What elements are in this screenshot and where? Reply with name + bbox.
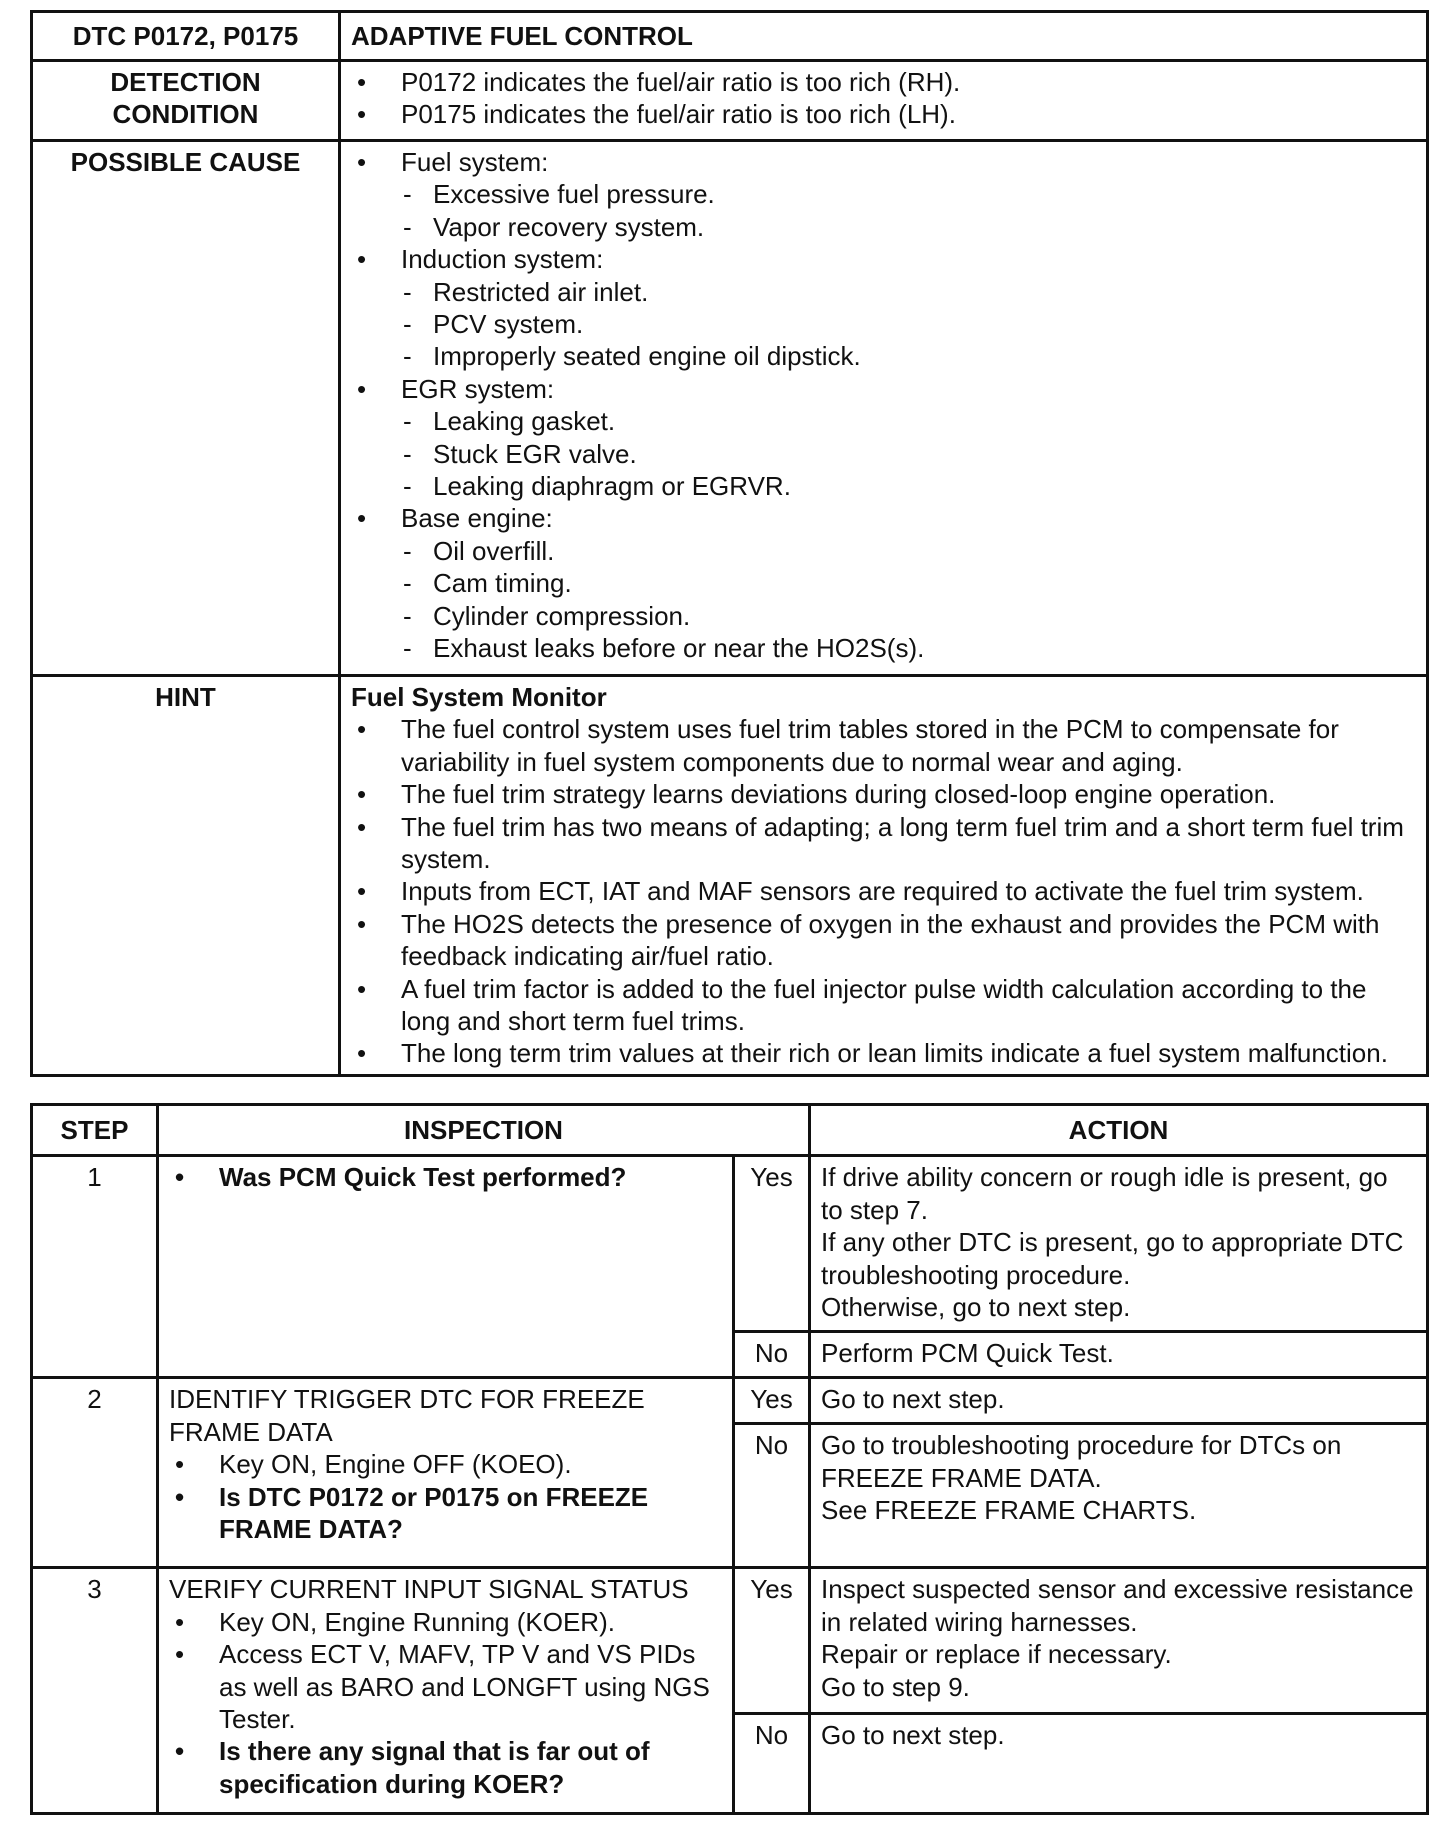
detection-label	[32, 61, 340, 141]
no-action: Go to next step.	[810, 1714, 1428, 1814]
cause-group-title: Base engine:	[401, 503, 553, 534]
detection-row	[32, 61, 1428, 141]
header-row	[32, 12, 1428, 61]
list-item: - Leaking gasket.	[401, 405, 1416, 437]
list-item: • A fuel trim factor is added to the fuel injector pulse width calculation according to the long and short term fuel trims.	[351, 973, 1416, 1038]
list-item: - Cam timing.	[401, 567, 1416, 599]
yes-label: Yes	[734, 1568, 810, 1714]
action-line: Repair or replace if necessary.	[821, 1639, 1172, 1670]
step-inspection	[158, 1378, 734, 1568]
cause-group-title: EGR system:	[401, 373, 555, 404]
no-label: No	[734, 1332, 810, 1378]
action-line: See FREEZE FRAME CHARTS.	[821, 1495, 1197, 1526]
list-item: • The long term trim values at their rich or lean limits indicate a fuel system malfunction.	[351, 1037, 1416, 1069]
cause-group	[351, 502, 1416, 664]
no-action: Perform PCM Quick Test.	[810, 1332, 1428, 1378]
list-item: • The HO2S detects the presence of oxygen in the exhaust and provides the PCM with feedback indicating air/fuel ratio.	[351, 908, 1416, 973]
list-item: - Oil overfill.	[401, 535, 1416, 567]
hint-content	[340, 676, 1428, 1076]
detection-label-line1: DETECTION	[110, 67, 261, 97]
list-item: • P0175 indicates the fuel/air ratio is too rich (LH).	[351, 98, 1416, 130]
inspection-question: • Is DTC P0172 or P0175 on FREEZE FRAME DATA?	[169, 1481, 722, 1546]
action-line: Go to step 9.	[821, 1671, 970, 1702]
table-row	[32, 1568, 1428, 1714]
inspection-steps-table	[30, 1103, 1429, 1815]
inspection-title: IDENTIFY TRIGGER DTC FOR FREEZE FRAME DATA	[169, 1384, 645, 1447]
possible-cause-row	[32, 141, 1428, 676]
no-label: No	[734, 1424, 810, 1568]
yes-label: Yes	[734, 1378, 810, 1424]
list-item: • Key ON, Engine OFF (KOEO).	[169, 1448, 722, 1480]
action-line: Go to troubleshooting procedure for DTCs on FREEZE FRAME DATA.	[821, 1430, 1342, 1493]
detection-label-line2: CONDITION	[112, 99, 259, 130]
dtc-title: ADAPTIVE FUEL CONTROL	[340, 12, 1428, 61]
list-item: - Vapor recovery system.	[401, 211, 1416, 243]
table-row	[32, 1156, 1428, 1332]
action-column-header: ACTION	[810, 1105, 1428, 1156]
table-row	[32, 1378, 1428, 1424]
list-item: • Access ECT V, MAFV, TP V and VS PIDs as well as BARO and LONGFT using NGS Tester.	[169, 1638, 722, 1735]
cause-group	[351, 373, 1416, 503]
detection-content	[340, 61, 1428, 141]
action-line: Otherwise, go to next step.	[821, 1292, 1131, 1323]
cause-group	[351, 146, 1416, 243]
list-item: - Cylinder compression.	[401, 600, 1416, 632]
step-inspection	[158, 1156, 734, 1378]
yes-action	[810, 1156, 1428, 1332]
yes-action: Go to next step.	[810, 1378, 1428, 1424]
hint-label: HINT	[32, 676, 340, 1076]
possible-cause-content	[340, 141, 1428, 676]
list-item: • Inputs from ECT, IAT and MAF sensors are required to activate the fuel trim system.	[351, 875, 1416, 907]
list-item: - PCV system.	[401, 308, 1416, 340]
list-item: - Stuck EGR valve.	[401, 438, 1416, 470]
hint-title: Fuel System Monitor	[351, 682, 607, 712]
step-number: 2	[32, 1378, 158, 1568]
list-item: - Leaking diaphragm or EGRVR.	[401, 470, 1416, 502]
dtc-code-label: DTC P0172, P0175	[32, 12, 340, 61]
cause-group-title: Induction system:	[401, 244, 604, 275]
list-item: - Excessive fuel pressure.	[401, 178, 1416, 210]
list-item: - Exhaust leaks before or near the HO2S(s).	[401, 632, 1416, 664]
list-item: • The fuel trim has two means of adapting; a long term fuel trim and a short term fuel trim system.	[351, 811, 1416, 876]
yes-action	[810, 1568, 1428, 1714]
hint-row	[32, 676, 1428, 1076]
list-item: • Key ON, Engine Running (KOER).	[169, 1606, 722, 1638]
possible-cause-label: POSSIBLE CAUSE	[32, 141, 340, 676]
step-number: 1	[32, 1156, 158, 1378]
cause-group-title: Fuel system:	[401, 147, 549, 177]
list-item: • The fuel trim strategy learns deviations during closed-loop engine operation.	[351, 778, 1416, 810]
inspection-question: • Is there any signal that is far out of specification during KOER?	[169, 1735, 722, 1800]
step-inspection	[158, 1568, 734, 1814]
list-item: - Restricted air inlet.	[401, 276, 1416, 308]
steps-header-row	[32, 1105, 1428, 1156]
action-line: If drive ability concern or rough idle is present, go to step 7.	[821, 1162, 1388, 1225]
list-item: - Improperly seated engine oil dipstick.	[401, 340, 1416, 372]
no-label: No	[734, 1714, 810, 1814]
action-line: Inspect suspected sensor and excessive resistance in related wiring harnesses.	[821, 1574, 1414, 1637]
action-line: If any other DTC is present, go to appropriate DTC troubleshooting procedure.	[821, 1227, 1404, 1290]
list-item: • The fuel control system uses fuel trim tables stored in the PCM to compensate for variability in fuel system components due to normal wear and aging.	[351, 713, 1416, 778]
cause-group	[351, 243, 1416, 373]
inspection-question: • Was PCM Quick Test performed?	[169, 1161, 722, 1193]
yes-label: Yes	[734, 1156, 810, 1332]
step-number: 3	[32, 1568, 158, 1814]
step-column-header: STEP	[32, 1105, 158, 1156]
dtc-info-table	[30, 10, 1429, 1077]
no-action	[810, 1424, 1428, 1568]
inspection-column-header: INSPECTION	[158, 1105, 810, 1156]
list-item: • P0172 indicates the fuel/air ratio is too rich (RH).	[351, 66, 1416, 98]
inspection-title: VERIFY CURRENT INPUT SIGNAL STATUS	[169, 1574, 689, 1605]
